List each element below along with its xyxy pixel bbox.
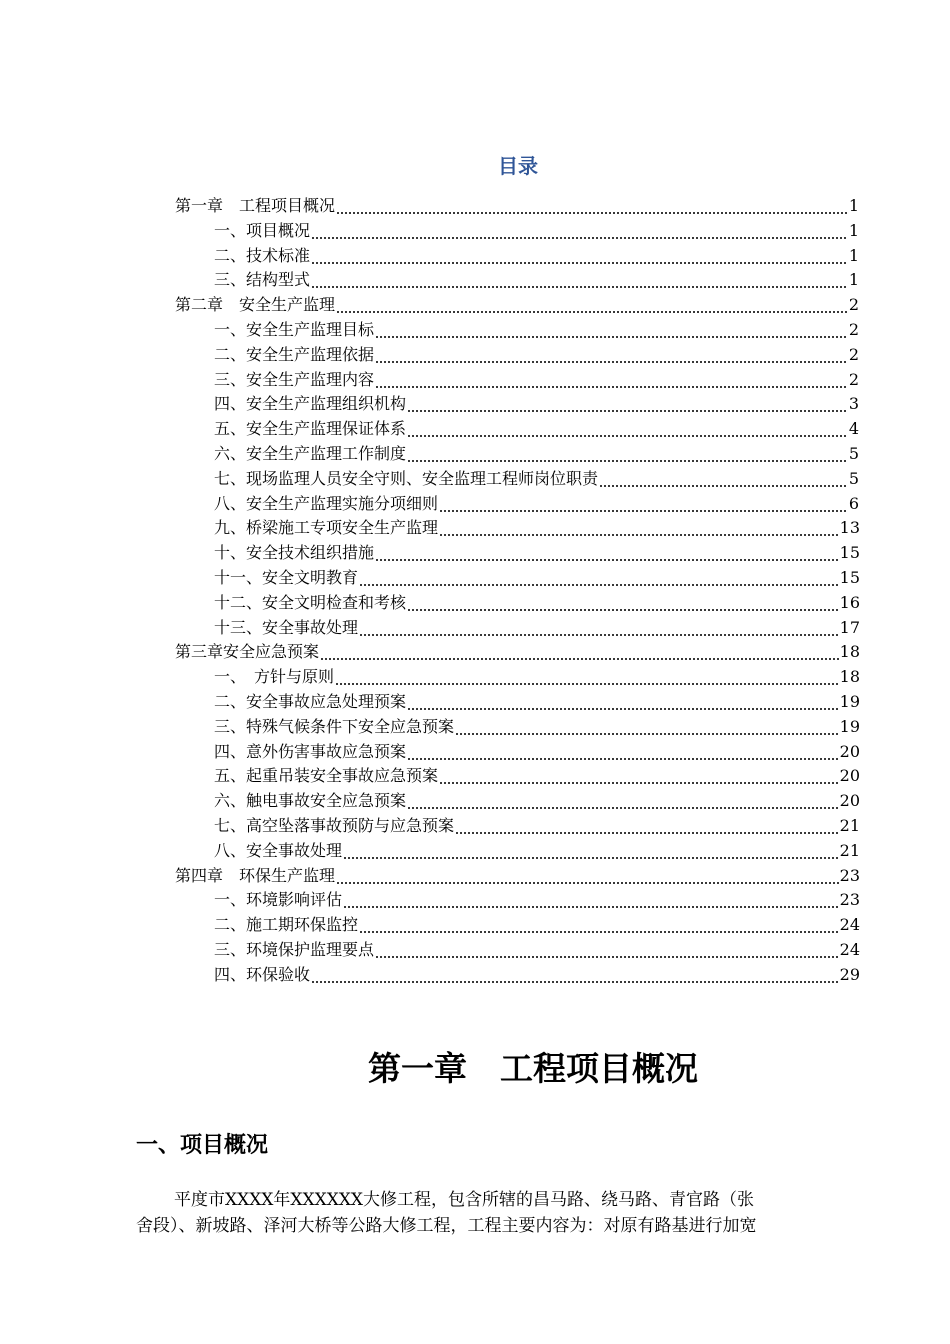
toc-entry[interactable] (214, 566, 860, 590)
toc-entry[interactable] (214, 888, 860, 912)
toc-entry[interactable] (214, 665, 860, 689)
toc-entry-page: 6 (848, 493, 859, 513)
toc-entry-label: 七、现场监理人员安全守则、安全监理工程师岗位职责 (214, 468, 599, 488)
toc-entry-page: 1 (848, 245, 859, 265)
toc-entry-label: 第三章安全应急预案 (175, 642, 320, 662)
toc-entry-page: 19 (839, 692, 860, 711)
toc-leader-dots (343, 839, 839, 863)
toc-entry-page: 15 (839, 543, 860, 563)
toc-leader-dots (311, 963, 839, 987)
toc-entry-label: 三、环境保护监理要点 (214, 940, 375, 959)
toc-entry[interactable] (214, 963, 860, 987)
toc-entry-page: 18 (839, 642, 860, 662)
toc-entry-page: 1 (848, 270, 859, 290)
toc-leader-dots (311, 219, 848, 243)
toc-entry[interactable] (214, 268, 859, 292)
toc-leader-dots (455, 814, 839, 838)
toc-entry-label: 三、结构型式 (214, 270, 311, 290)
toc-entry-page: 20 (839, 791, 860, 811)
toc-leader-dots (375, 541, 839, 565)
toc-entry[interactable] (214, 368, 859, 392)
toc-entry[interactable] (214, 541, 860, 565)
toc-leader-dots (407, 740, 839, 764)
body-paragraph-line-2: 舍段）、新坡路、泽河大桥等公路大修工程，工程主要内容为：对原有路基进行加宽 (136, 1216, 757, 1236)
toc-entry-page: 2 (848, 344, 859, 364)
toc-entry-page: 5 (848, 444, 859, 463)
toc-entry[interactable] (214, 417, 859, 441)
toc-leader-dots (336, 293, 848, 317)
toc-leader-dots (335, 665, 839, 689)
toc-entry-label: 二、安全生产监理依据 (214, 344, 375, 364)
toc-entry[interactable] (214, 492, 859, 516)
toc-entry[interactable] (214, 715, 860, 739)
toc-entry[interactable] (214, 516, 860, 540)
toc-entry-page: 13 (839, 518, 860, 538)
toc-leader-dots (336, 194, 848, 218)
toc-leader-dots (407, 690, 839, 714)
toc-entry-page: 20 (839, 766, 860, 786)
toc-entry-page: 29 (839, 964, 860, 984)
toc-leader-dots (407, 591, 839, 615)
toc-entry-page: 5 (848, 468, 859, 488)
toc-leader-dots (311, 268, 848, 292)
toc-entry-page: 2 (848, 320, 859, 339)
toc-entry-label: 五、安全生产监理保证体系 (214, 419, 407, 439)
toc-entry-label: 五、起重吊装安全事故应急预案 (214, 766, 439, 786)
toc-leader-dots (599, 467, 848, 491)
toc-entry[interactable] (214, 318, 859, 342)
toc-entry[interactable] (214, 814, 860, 838)
toc-entry-page: 16 (839, 592, 860, 612)
toc-entry-label: 七、高空坠落事故预防与应急预案 (214, 816, 455, 835)
toc-entry-page: 1 (848, 196, 859, 215)
toc-entry-label: 第二章 安全生产监理 (175, 295, 336, 315)
toc-entry[interactable] (214, 789, 860, 813)
toc-entry-label: 十一、安全文明教育 (214, 568, 359, 587)
toc-leader-dots (359, 616, 839, 640)
toc-entry[interactable] (214, 616, 860, 640)
toc-entry[interactable] (214, 392, 859, 416)
toc-entry-label: 第四章 环保生产监理 (175, 865, 336, 885)
toc-entry[interactable] (214, 219, 859, 243)
toc-leader-dots (320, 640, 839, 664)
toc-entry[interactable] (214, 740, 860, 764)
toc-entry-label: 六、触电事故安全应急预案 (214, 791, 407, 811)
toc-entry-label: 二、施工期环保监控 (214, 915, 359, 935)
toc-entry-label: 十三、安全事故处理 (214, 617, 359, 637)
body-paragraph-line-1: 平度市XXXX年XXXXXX大修工程，包含所辖的昌马路、绕马路、青官路（张 (174, 1190, 755, 1210)
toc-entry-label: 第一章 工程项目概况 (175, 196, 336, 215)
toc-leader-dots (439, 764, 839, 788)
toc-leader-dots (359, 566, 839, 590)
toc-entry-page: 4 (848, 419, 859, 439)
toc-entry-label: 六、安全生产监理工作制度 (214, 444, 407, 463)
toc-leader-dots (375, 318, 848, 342)
toc-entry-label: 三、特殊气候条件下安全应急预案 (214, 716, 455, 736)
toc-entry-page: 2 (848, 369, 859, 389)
toc-entry-label: 一、环境影响评估 (214, 890, 343, 910)
toc-entry-page: 2 (848, 295, 859, 315)
toc-leader-dots (455, 715, 839, 739)
toc-entry[interactable] (214, 244, 859, 268)
toc-entry-page: 23 (839, 890, 860, 910)
toc-entry[interactable] (214, 442, 859, 466)
toc-entry[interactable] (214, 591, 860, 615)
toc-entry[interactable] (214, 938, 860, 962)
toc-entry-label: 四、安全生产监理组织机构 (214, 394, 407, 414)
toc-entry[interactable] (175, 293, 859, 317)
toc-entry-label: 八、安全生产监理实施分项细则 (214, 493, 439, 513)
toc-entry-page: 15 (839, 568, 860, 587)
toc-entry-label: 八、安全事故处理 (214, 840, 343, 860)
toc-entry-page: 19 (839, 716, 860, 736)
toc-leader-dots (439, 516, 839, 540)
toc-entry-page: 21 (839, 840, 860, 860)
toc-entry-label: 二、技术标准 (214, 245, 311, 265)
toc-leader-dots (311, 244, 848, 268)
toc-entry[interactable] (175, 864, 860, 888)
toc-entry[interactable] (214, 839, 860, 863)
toc-entry-label: 四、环保验收 (214, 964, 311, 984)
toc-entry-page: 23 (839, 865, 860, 885)
toc-leader-dots (407, 789, 839, 813)
toc-entry-label: 十、安全技术组织措施 (214, 543, 375, 563)
toc-entry[interactable] (214, 467, 859, 491)
chapter-heading: 第一章 工程项目概况 (368, 1049, 698, 1088)
toc-leader-dots (336, 864, 839, 888)
toc-entry[interactable] (214, 764, 860, 788)
toc-entry-page: 21 (839, 816, 860, 835)
toc-leader-dots (407, 442, 848, 466)
section-heading: 一、项目概况 (136, 1133, 269, 1158)
toc-entry-label: 四、意外伤害事故应急预案 (214, 741, 407, 761)
toc-entry-page: 20 (839, 741, 860, 761)
toc-entry-label: 一、 方针与原则 (214, 667, 335, 687)
toc-leader-dots (343, 888, 839, 912)
toc-entry-label: 十二、安全文明检查和考核 (214, 592, 407, 612)
toc-entry-page: 1 (848, 220, 859, 240)
toc-entry-label: 一、安全生产监理目标 (214, 320, 375, 339)
toc-leader-dots (375, 938, 839, 962)
toc-entry-page: 24 (839, 915, 860, 935)
toc-leader-dots (375, 368, 848, 392)
toc-entry[interactable] (214, 343, 859, 367)
toc-entry[interactable] (214, 690, 860, 714)
toc-entry-page: 17 (839, 617, 860, 637)
toc-entry-label: 三、安全生产监理内容 (214, 369, 375, 389)
toc-entry-page: 3 (848, 394, 859, 414)
toc-entry-page: 18 (839, 667, 860, 687)
toc-entry[interactable] (175, 640, 860, 664)
toc-entry[interactable] (214, 913, 860, 937)
toc-entry-label: 一、项目概况 (214, 220, 311, 240)
toc-leader-dots (439, 492, 848, 516)
toc-leader-dots (407, 417, 848, 441)
toc-leader-dots (375, 343, 848, 367)
toc-title: 目录 (498, 154, 538, 178)
toc-entry-label: 九、桥梁施工专项安全生产监理 (214, 518, 439, 538)
toc-leader-dots (359, 913, 839, 937)
toc-entry-label: 二、安全事故应急处理预案 (214, 692, 407, 711)
toc-leader-dots (407, 392, 848, 416)
toc-entry[interactable] (175, 194, 859, 218)
toc-entry-page: 24 (839, 940, 860, 959)
